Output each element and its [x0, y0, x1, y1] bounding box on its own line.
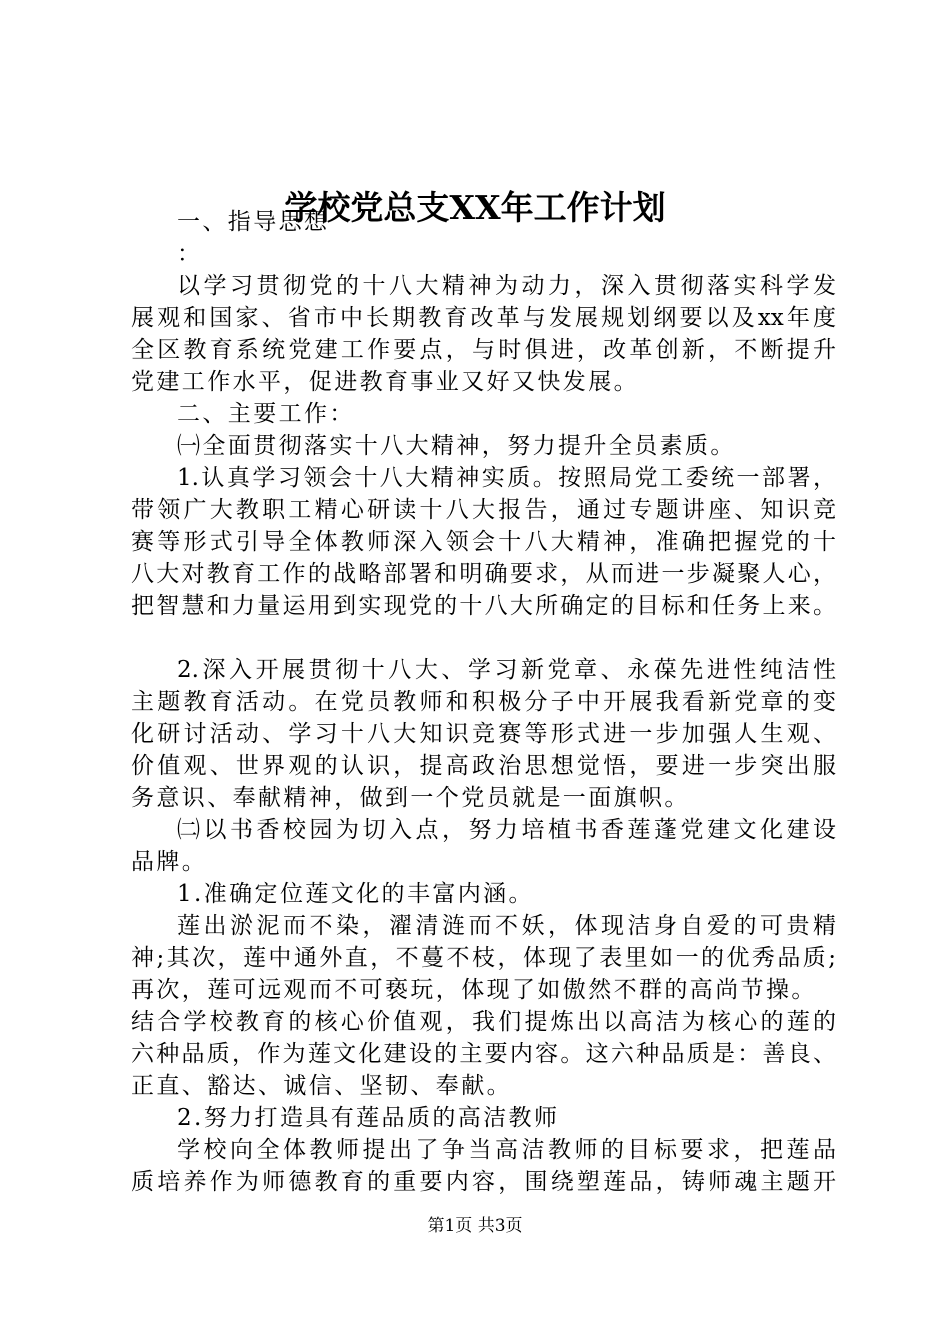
- paragraph-line: ：: [177, 241, 203, 267]
- paragraph-line: 六种品质，作为莲文化建设的主要内容。这六种品质是：善良、: [131, 1041, 836, 1067]
- item-heading: 1.准确定位莲文化的丰富内涵。: [177, 881, 534, 907]
- paragraph-gap: [131, 622, 836, 654]
- paragraph-line: 再次，莲可远观而不可亵玩，体现了如傲然不群的高尚节操。: [131, 977, 817, 1003]
- subsection-heading: ㈡以书香校园为切入点，努力培植书香莲蓬党建文化建设: [177, 817, 836, 843]
- paragraph-line: 全区教育系统党建工作要点，与时俱进，改革创新，不断提升: [131, 337, 836, 363]
- paragraph-line: 正直、豁达、诚信、坚韧、奉献。: [131, 1073, 512, 1099]
- paragraph-line: 化研讨活动、学习十八大知识竞赛等形式进一步加强人生观、: [131, 721, 836, 747]
- page-title: 学校党总支XX年工作计划: [284, 188, 666, 227]
- paragraph-line: 八大对教育工作的战略部署和明确要求，从而进一步凝聚人心，: [131, 561, 836, 587]
- paragraph-line: 神;其次，莲中通外直，不蔓不枝，体现了表里如一的优秀品质;: [131, 945, 836, 971]
- paragraph-line: 2.深入开展贯彻十八大、学习新党章、永葆先进性纯洁性: [177, 657, 836, 683]
- subsection-heading: ㈠全面贯彻落实十八大精神，努力提升全员素质。: [177, 433, 736, 459]
- paragraph-line: 主题教育活动。在党员教师和积极分子中开展我看新党章的变: [131, 689, 836, 715]
- paragraph-line: 莲出淤泥而不染，濯清涟而不妖，体现洁身自爱的可贵精: [177, 913, 836, 939]
- paragraph-line: 带领广大教职工精心研读十八大报告，通过专题讲座、知识竞: [131, 497, 836, 523]
- paragraph-line: 把智慧和力量运用到实现党的十八大所确定的目标和任务上来。: [131, 593, 836, 619]
- paragraph-line: 务意识、奉献精神，做到一个党员就是一面旗帜。: [131, 785, 690, 811]
- paragraph-line: 展观和国家、省市中长期教育改革与发展规划纲要以及xx年度: [131, 305, 836, 331]
- paragraph-line: 党建工作水平，促进教育事业又好又快发展。: [131, 369, 639, 395]
- page-footer: 第1页 共3页: [427, 1216, 523, 1236]
- paragraph-line: 1.认真学习领会十八大精神实质。按照局党工委统一部署，: [177, 465, 836, 491]
- paragraph-line: 价值观、世界观的认识，提高政治思想觉悟，要进一步突出服: [131, 753, 836, 779]
- document-body: [131, 206, 836, 1198]
- paragraph-line: 以学习贯彻党的十八大精神为动力，深入贯彻落实科学发: [177, 273, 836, 299]
- section-heading: 一、指导思想: [177, 209, 330, 235]
- subsection-heading: 品牌。: [131, 849, 208, 875]
- paragraph-line: 学校向全体教师提出了争当高洁教师的目标要求，把莲品: [177, 1137, 836, 1163]
- item-heading: 2.努力打造具有莲品质的高洁教师: [177, 1105, 560, 1131]
- paragraph-line: 结合学校教育的核心价值观，我们提炼出以高洁为核心的莲的: [131, 1009, 836, 1035]
- section-heading: 二、主要工作：: [177, 401, 355, 427]
- paragraph-line: 质培养作为师德教育的重要内容，围绕塑莲品，铸师魂主题开: [131, 1169, 836, 1195]
- paragraph-line: 赛等形式引导全体教师深入领会十八大精神，准确把握党的十: [131, 529, 836, 555]
